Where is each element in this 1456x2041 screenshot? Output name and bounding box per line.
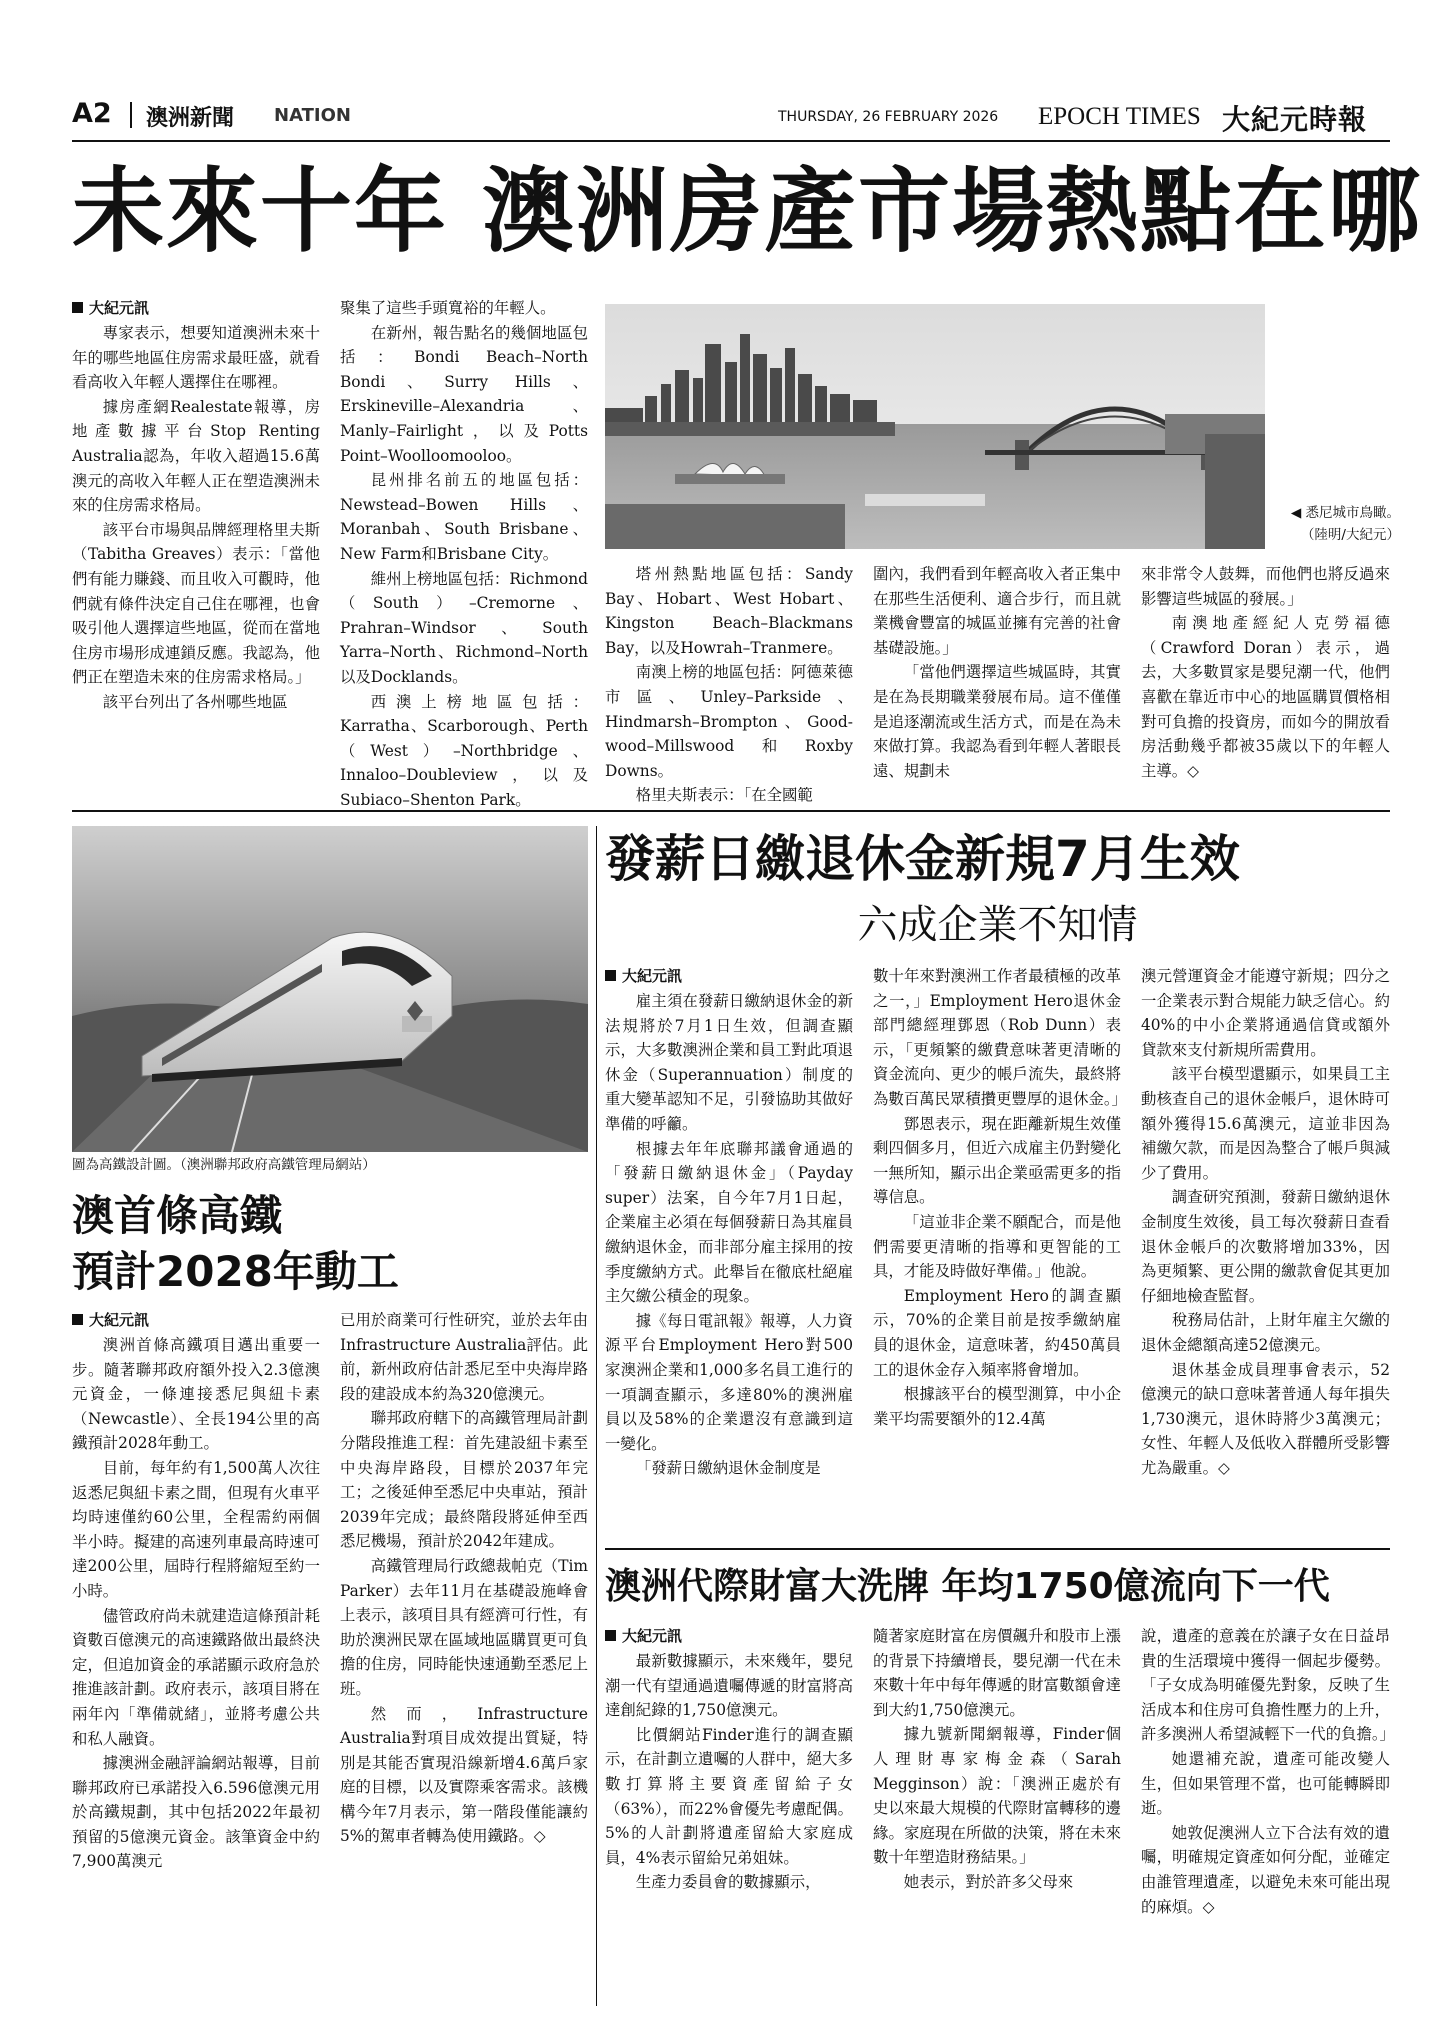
paragraph: 澳元營運資金才能遵守新規；四分之一企業表示對合規能力缺乏信心。約40%的中小企業將通過信貸或額外貸款來支付新規所需費用。 bbox=[1141, 967, 1390, 1059]
story4-column-1 bbox=[605, 1624, 853, 2004]
story1-column-4 bbox=[873, 562, 1121, 796]
section-name: 澳洲新聞 bbox=[146, 106, 235, 131]
paragraph: Employment Hero的調查顯示，70%的企業目前是按季繳納雇員的退休金，這意味著，約450萬員工的退休金存入頻率將會增加。 bbox=[873, 1286, 1121, 1379]
story3-byline: 大紀元訊 bbox=[605, 964, 853, 989]
paragraph: 該平台列出了各州哪些地區 bbox=[102, 692, 288, 711]
paragraph: 西澳上榜地區包括：Karratha、Scarborough、Perth（West）–Northbridge、Innaloo–Doubleview，以及Subiaco–Shenton Park。 bbox=[340, 692, 588, 809]
square-bullet-icon bbox=[605, 1630, 616, 1641]
story1-column-1 bbox=[72, 296, 320, 796]
story2-photo-caption: 圖為高鐵設計圖。（澳洲聯邦政府高鐵管理局網站） bbox=[72, 1157, 376, 1173]
paragraph: 目前，每年約有1,500萬人次往返悉尼與紐卡素之間，但現有火車平均時速僅約60公里，全程需約兩個半小時。擬建的高速列車最高時速可達200公里，屆時行程將縮短至約一小時。 bbox=[72, 1458, 320, 1600]
paragraph: 據房產網Realestate報導，房地產數據平台Stop Renting Australia認為，年收入超過15.6萬澳元的高收入年輕人正在塑造澳洲未來的住房需求格局。 bbox=[72, 397, 320, 515]
paragraph: 在新州，報告點名的幾個地區包括：Bondi Beach–North Bondi、Surry Hills、Erskineville–Alexandria、Manly–Fairlight，以及Potts Point–Woolloomooloo。 bbox=[340, 323, 588, 465]
paragraph: 說，遺產的意義在於讓子女在日益昂貴的生活環境中獲得一個起步優勢。「子女成為明確優先對象，反映了生活成本和住房可負擔性壓力的上升，許多澳洲人希望減輕下一代的負擔。」 bbox=[1141, 1627, 1395, 1744]
story2-column-2 bbox=[340, 1308, 588, 2008]
page-number: A2 bbox=[72, 98, 112, 129]
paragraph: 調查研究預測，發薪日繳納退休金制度生效後，員工每次發薪日查看退休金帳戶的次數將增加33%，因為更頻繁、更公開的繳款會促其更加仔細地檢查監督。 bbox=[1141, 1188, 1390, 1305]
paragraph: 專家表示，想要知道澳洲未來十年的哪些地區住房需求最旺盛，就看看高收入年輕人選擇住在哪裡。 bbox=[72, 324, 320, 392]
story3-column-3 bbox=[1141, 964, 1390, 1534]
story3-headline: 發薪日繳退休金新規7月生效 bbox=[605, 830, 1240, 888]
issue-date: THURSDAY, 26 FEBRUARY 2026 bbox=[778, 109, 999, 125]
story2-headline-line-2: 預計2028年動工 bbox=[72, 1247, 399, 1296]
paragraph: 她敦促澳洲人立下合法有效的遺囑，明確規定資產如何分配，並確定由誰管理遺產，以避免未來可能出現的麻煩。◇ bbox=[1141, 1823, 1390, 1916]
paragraph: 格里夫斯表示：「在全國範 bbox=[635, 786, 813, 805]
caption-line: （陸明/大紀元） bbox=[1300, 527, 1400, 543]
vertical-divider bbox=[596, 826, 597, 2006]
square-bullet-icon bbox=[605, 970, 616, 981]
paragraph: 雇主須在發薪日繳納退休金的新法規將於7月1日生效，但調查顯示，大多數澳洲企業和員工對此項退休金（Superannuation）制度的重大變革認知不足，引發協助其做好準備的呼籲。 bbox=[605, 992, 853, 1133]
paragraph: 「當他們選擇這些城區時，其實是在為長期職業發展布局。這不僅僅是追逐潮流或生活方式，而是在為未來做打算。我認為看到年輕人著眼長遠、規劃未 bbox=[873, 663, 1121, 780]
masthead bbox=[72, 98, 1390, 138]
story1-column-5 bbox=[1141, 562, 1390, 796]
story3-subheadline: 六成企業不知情 bbox=[857, 902, 1138, 948]
story2-headline bbox=[72, 1188, 588, 1300]
paragraph: 儘管政府尚未就建造這條預計耗資數百億澳元的高速鐵路做出最終決定，但追加資金的承諾顯示政府急於推進該計劃。政府表示，該項目將在兩年內「準備就緒」，並將考慮公共和私人融資。 bbox=[72, 1606, 320, 1748]
section-name-en: NATION bbox=[274, 105, 351, 126]
story4-column-3 bbox=[1141, 1624, 1395, 2004]
masthead-divider bbox=[130, 102, 132, 128]
story2-headline-line-1: 澳首條高鐵 bbox=[72, 1191, 283, 1240]
paragraph: 聚集了這些手頭寬裕的年輕人。 bbox=[340, 299, 556, 317]
paragraph: 根據該平台的模型測算，中小企業平均需要額外的12.4萬 bbox=[873, 1385, 1121, 1428]
story3-column-2 bbox=[873, 964, 1127, 1534]
masthead-rule bbox=[72, 140, 1390, 142]
paragraph: 來非常令人鼓舞，而他們也將反過來影響這些城區的發展。」 bbox=[1141, 565, 1390, 608]
paragraph: 昆州排名前五的地區包括：Newstead–Bowen Hills、Moranbah、South Brisbane、New Farm和Brisbane City。 bbox=[340, 471, 588, 563]
story1-byline: 大紀元訊 bbox=[72, 296, 320, 321]
paper-name-en: EPOCH TIMES bbox=[1038, 103, 1201, 130]
paragraph: 「這並非企業不願配合，而是他們需要更清晰的指導和更智能的工具，才能及時做好準備。」他說。 bbox=[873, 1212, 1121, 1281]
square-bullet-icon bbox=[72, 302, 83, 313]
paragraph: 高鐵管理局行政總裁帕克（Tim Parker）去年11月在基礎設施峰會上表示，該項目具有經濟可行性，有助於澳洲民眾在區域地區購買更可負擔的住房，同時能快速通勤至悉尼上班。 bbox=[340, 1556, 588, 1698]
paragraph: 該平台模型還顯示，如果員工主動核查自己的退休金帳戶，退休時可額外獲得15.6萬澳元，這並非因為補繳欠款，而是因為整合了帳戶與減少了費用。 bbox=[1141, 1065, 1390, 1182]
story3-bottom-rule bbox=[605, 1548, 1390, 1550]
paper-logo: 大紀元時報 bbox=[1222, 103, 1368, 136]
paragraph: 據《每日電訊報》報導，人力資源平台Employment Hero對500家澳洲企業和1,000多名員工進行的一項調查顯示，多達80%的澳洲雇員以及58%的企業還沒有意識到這一變化。 bbox=[605, 1311, 853, 1453]
paragraph: 根據去年年底聯邦議會通過的「發薪日繳納退休金」（Payday super）法案，自今年7月1日起，企業雇主必須在每個發薪日為其雇員繳納退休金，而非部分雇主採用的按季度繳納方式。此舉旨在徹底杜絕雇主欠繳公積金的現象。 bbox=[605, 1139, 853, 1306]
story4-byline: 大紀元訊 bbox=[605, 1624, 853, 1649]
sydney-aerial-photo bbox=[605, 304, 1265, 549]
paragraph: 維州上榜地區包括：Richmond（South）–Cremorne、Prahran–Windsor、South Yarra–North、Richmond–North以及Docklands。 bbox=[340, 569, 588, 686]
paragraph: 比價網站Finder進行的調查顯示，在計劃立遺囑的人群中，絕大多數打算將主要資產留給子女（63%），而22%會優先考慮配偶。5%的人計劃將遺產留給大家庭成員，4%表示留給兄弟姐妹。 bbox=[605, 1725, 853, 1867]
paragraph: 據九號新聞網報導，Finder個人理財專家梅金森（Sarah Megginson）說：「澳洲正處於有史以來最大規模的代際財富轉移的邊緣。家庭現在所做的決策，將在未來數十年塑造財務結果。」 bbox=[873, 1725, 1121, 1867]
paragraph: 鄧恩表示，現在距離新規生效僅剩四個多月，但近六成雇主仍對變化一無所知，顯示出企業亟需更多的指導信息。 bbox=[873, 1114, 1121, 1207]
main-headline: 未來十年 澳洲房產市場熱點在哪 bbox=[72, 157, 1423, 265]
story1-bottom-rule bbox=[72, 810, 1390, 812]
paragraph: 圍內，我們看到年輕高收入者正集中在那些生活便利、適合步行，而且就業機會豐富的城區並擁有完善的社會基礎設施。」 bbox=[873, 565, 1121, 657]
paragraph: 塔州熱點地區包括：Sandy Bay、Hobart、West Hobart、Kingston Beach–Blackmans Bay，以及Howrah–Tranmere。 bbox=[605, 565, 853, 657]
story2-column-1 bbox=[72, 1308, 320, 2008]
paragraph: 她表示，對於許多父母來 bbox=[903, 1872, 1074, 1891]
paragraph: 已用於商業可行性研究，並於去年由Infrastructure Australia評估。此前，新州政府估計悉尼至中央海岸路段的建設成本約為320億澳元。 bbox=[340, 1311, 588, 1403]
paragraph: 數十年來對澳洲工作者最積極的改革之一，」Employment Hero退休金部門總經理鄧恩（Rob Dunn）表示，「更頻繁的繳費意味著更清晰的資金流向、更少的帳戶流失，最終將為數百萬民眾積攢更豐厚的退休金。」 bbox=[873, 967, 1127, 1108]
story2-byline: 大紀元訊 bbox=[72, 1308, 320, 1333]
story3-column-1 bbox=[605, 964, 853, 1534]
paragraph: 退休基金成員理事會表示，52億澳元的缺口意味著普通人每年損失1,730澳元，退休時將少3萬澳元；女性、年輕人及低收入群體所受影響尤為嚴重。◇ bbox=[1141, 1360, 1390, 1477]
sydney-skyline-image bbox=[605, 304, 1265, 549]
paragraph: 據澳洲金融評論網站報導，目前聯邦政府已承諾投入6.596億澳元用於高鐵規劃，其中包括2022年最初預留的5億澳元資金。該筆資金中約7,900萬澳元 bbox=[72, 1754, 320, 1871]
paragraph: 該平台市場與品牌經理格里夫斯（Tabitha Greaves）表示：「當他們有能力賺錢、而且收入可觀時，他們就有條件決定自己住在哪裡，也會吸引他人選擇這些地區，從而在當地住房市場形成連鎖反應。我認為，他們正在塑造未來的住房需求格局。」 bbox=[72, 520, 320, 687]
paragraph: 「發薪日繳納退休金制度是 bbox=[635, 1459, 821, 1478]
square-bullet-icon bbox=[72, 1314, 83, 1325]
paragraph: 聯邦政府轄下的高鐵管理局計劃分階段推進工程：首先建設紐卡素至中央海岸路段，目標於2037年完工；之後延伸至悉尼中央車站，預計2039年完成；最終階段將延伸至西悉尼機場，預計於2042年建成。 bbox=[340, 1409, 588, 1551]
paragraph: 最新數據顯示，未來幾年，嬰兒潮一代有望通過遺囑傳遞的財富將高達創紀錄的1,750億澳元。 bbox=[605, 1652, 853, 1720]
paragraph: 澳洲首條高鐵項目邁出重要一步。隨著聯邦政府額外投入2.3億澳元資金，一條連接悉尼與紐卡素（Newcastle）、全長194公里的高鐵預計2028年動工。 bbox=[72, 1336, 320, 1453]
paragraph: 隨著家庭財富在房價飆升和股市上漲的背景下持續增長，嬰兒潮一代在未來數十年中每年傳遞的財富數額會達到大約1,750億澳元。 bbox=[873, 1627, 1121, 1719]
high-speed-train-render bbox=[72, 826, 588, 1152]
train-image bbox=[72, 826, 588, 1152]
paragraph: 南澳地產經紀人克勞福德（Crawford Doran）表示，過去，大多數買家是嬰兒潮一代，他們喜歡在靠近市中心的地區購買價格相對可負擔的投資房，而如今的開放看房活動幾乎都被35歲以下的年輕人主導。◇ bbox=[1141, 614, 1390, 780]
paragraph: 她還補充說，遺產可能改變人生，但如果管理不當，也可能轉瞬即逝。 bbox=[1141, 1749, 1390, 1818]
paragraph: 稅務局估計，上財年雇主欠繳的退休金總額高達52億澳元。 bbox=[1141, 1311, 1390, 1354]
story4-headline: 澳洲代際財富大洗牌 年均1750億流向下一代 bbox=[605, 1566, 1330, 1607]
story1-photo-caption bbox=[1240, 502, 1400, 546]
story1-column-2 bbox=[340, 296, 588, 809]
caption-line: ◀ 悉尼城市鳥瞰。 bbox=[1290, 505, 1400, 521]
paragraph: 生產力委員會的數據顯示， bbox=[635, 1873, 821, 1892]
story1-column-3 bbox=[605, 562, 853, 805]
story4-column-2 bbox=[873, 1624, 1121, 2004]
paragraph: 然而，Infrastructure Australia對項目成效提出質疑，特別是其能否實現沿線新增4.6萬戶家庭的目標，以及實際乘客需求。該機構今年7月表示，第一階段僅能讓約5%的駕車者轉為使用鐵路。◇ bbox=[340, 1704, 588, 1846]
paragraph: 南澳上榜的地區包括：阿德萊德市區、Unley–Parkside、Hindmarsh–Brompton、Good-wood–Millswood和Roxby Downs。 bbox=[605, 663, 853, 780]
